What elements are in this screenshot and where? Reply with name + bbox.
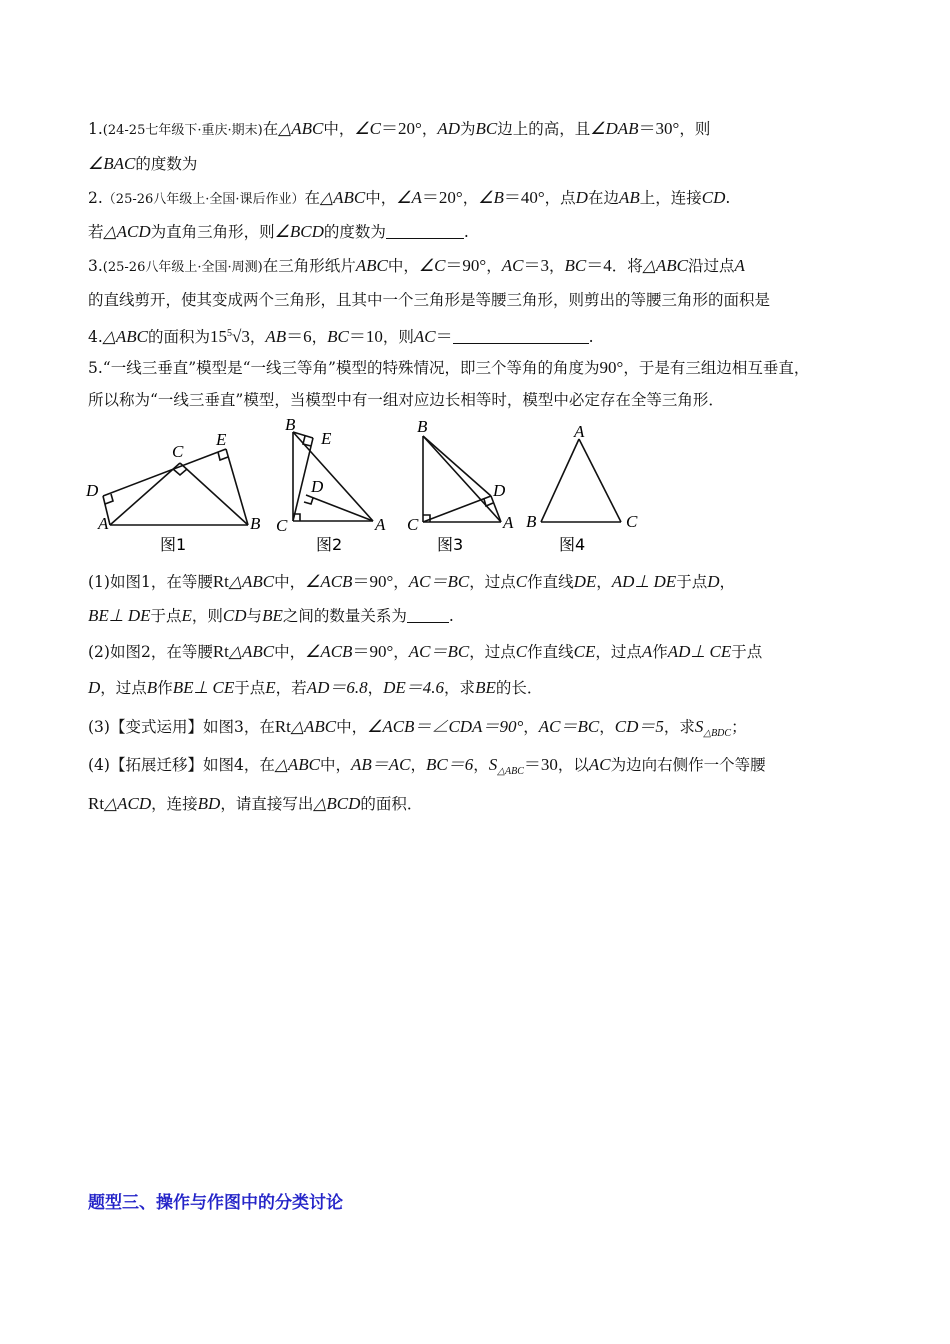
question-number: 4. [88, 328, 103, 346]
math: △BCD [313, 794, 361, 813]
text: ， [548, 257, 565, 275]
fig4-segment-ab [541, 439, 579, 522]
q5-p2-line1 [88, 642, 868, 662]
fig1-segment-cb [180, 463, 248, 525]
q2-line1 [88, 188, 868, 210]
figure-3 [423, 436, 501, 522]
fig1-caption: 图1 [160, 535, 187, 554]
answer-blank [407, 608, 449, 623]
math: △ABC [228, 642, 275, 661]
text: ，连接 [151, 795, 198, 813]
text: 的度数为 [135, 155, 198, 173]
text: ， [311, 328, 328, 346]
question-number: 2. [88, 189, 103, 207]
q5-p3 [88, 717, 868, 744]
q5-line1 [88, 358, 868, 378]
math: ∠ACB [305, 642, 353, 661]
math: BC [327, 327, 349, 346]
fig1-right-angle-c [173, 469, 187, 475]
math: AD⊥ CE [667, 642, 732, 661]
math-subscript: △BDC [703, 728, 732, 739]
math: AC [413, 327, 436, 346]
math: AC＝BC [538, 717, 600, 736]
math: ∠ACB＝∠CDA＝90° [367, 717, 524, 736]
math: AB [265, 327, 287, 346]
math: △ABC [278, 119, 324, 138]
math: CD [222, 606, 247, 625]
math: BE⊥ DE [88, 606, 151, 625]
text: 的长． [495, 679, 543, 697]
text: ，求 [663, 718, 695, 736]
text: 的度数为 [323, 223, 386, 241]
math: DE [573, 572, 597, 591]
fig4-label-b: B [526, 512, 537, 531]
math: DE＝4.6 [383, 678, 445, 697]
text: ，则 [679, 120, 711, 138]
math: ＝10 [348, 327, 383, 346]
math: △ABC [274, 755, 321, 774]
text: ， [249, 328, 266, 346]
math: D [707, 572, 720, 591]
fig3-segment-ba [423, 436, 501, 522]
text: (3)【变式运用】如图3，在 [88, 718, 275, 736]
text: ，请直接写出 [220, 795, 314, 813]
text: 于点 [150, 607, 182, 625]
math: △ABC [290, 717, 337, 736]
text: ， [719, 573, 735, 591]
text: 于点 [676, 573, 708, 591]
fig2-segment-ba [293, 432, 373, 521]
math: △ACD [103, 222, 151, 241]
math: Rt [274, 717, 291, 736]
math: AC [501, 256, 524, 275]
text: 的面积为 [147, 328, 210, 346]
math: BE [475, 678, 496, 697]
text: ， [596, 573, 612, 591]
math: BC [564, 256, 587, 275]
text: 作 [157, 679, 173, 697]
text: (4)【拓展迁移】如图4，在 [88, 756, 275, 774]
section-heading: 题型三、操作与作图中的分类讨论 [88, 1193, 343, 1213]
fig1-label-d: D [86, 481, 99, 500]
text: . [725, 189, 731, 207]
text: 之间的数量关系为 [282, 607, 407, 625]
fig2-right-angle-d [304, 498, 313, 504]
text: 作直线 [527, 573, 574, 591]
math: ABC [355, 256, 388, 275]
q5-line2 [88, 390, 868, 410]
figure-2 [293, 432, 373, 521]
q4-line [88, 324, 868, 347]
math: BE [262, 606, 283, 625]
math: C [515, 642, 528, 661]
math: B [146, 678, 158, 697]
math: ＝20° [381, 119, 422, 138]
text: ，以 [557, 756, 589, 774]
fig2-label-a: A [375, 515, 386, 534]
fig3-caption: 图3 [437, 535, 464, 554]
math: S [488, 755, 498, 774]
text: 在边 [587, 189, 619, 207]
math: ∠BCD [274, 222, 324, 241]
text: ．将 [611, 257, 643, 275]
text: . [588, 328, 594, 346]
math: △ABC [642, 256, 688, 275]
fig2-segment-ad [306, 495, 373, 521]
q2-line2 [88, 222, 868, 242]
math: AD [437, 119, 460, 138]
math: ∠ACB [305, 572, 353, 591]
text: ，则 [382, 328, 414, 346]
text: 作直线 [527, 643, 574, 661]
math: ＝90° [445, 256, 487, 275]
math: △ACD [104, 794, 152, 813]
text: ， [393, 643, 409, 661]
text: 的面积． [360, 795, 423, 813]
math: A [641, 642, 653, 661]
fig1-segment-be [226, 449, 248, 525]
fig2-label-d: D [311, 477, 324, 496]
math-subscript: △ABC [497, 766, 524, 777]
math: E [181, 606, 192, 625]
math: ∠B [478, 188, 504, 207]
q1-line1 [88, 119, 868, 141]
text: 在 [304, 189, 321, 207]
fig2-label-b: B [285, 415, 296, 434]
fig3-label-d: D [493, 481, 506, 500]
text: 在三角形纸片 [262, 257, 356, 275]
math: CD＝5 [614, 717, 664, 736]
math: ∠DAB [590, 119, 639, 138]
math: ＝90° [352, 572, 394, 591]
q5-p4-line1 [88, 755, 868, 782]
math: Rt [212, 572, 229, 591]
q3-line2 [88, 290, 868, 310]
fig1-segment-ac [110, 463, 180, 525]
math: AB＝AC [351, 755, 411, 774]
fig1-label-b: B [250, 514, 261, 533]
math: △ABC [228, 572, 275, 591]
text: 边上的高，且 [497, 120, 591, 138]
math: ∠C [418, 256, 446, 275]
text: 若 [88, 223, 104, 241]
math: BC＝6 [426, 755, 474, 774]
fig4-label-a: A [574, 422, 585, 441]
figures [80, 414, 680, 564]
text: ， [421, 120, 438, 138]
q1-line2 [88, 154, 868, 174]
text: 为直角三角形，则 [150, 223, 275, 241]
figure-4 [541, 439, 621, 522]
text: 中， [336, 718, 368, 736]
math: D [575, 188, 588, 207]
math: AD＝6.8 [306, 678, 368, 697]
text: 为边向右侧作一个等腰 [610, 756, 766, 774]
math: Rt [88, 794, 105, 813]
question-number: 3. [88, 257, 103, 275]
math: ＝20° [421, 188, 463, 207]
math: △ABC [320, 188, 366, 207]
text: 中， [387, 257, 419, 275]
text: 于点 [234, 679, 266, 697]
q5-p1-line2 [88, 606, 868, 626]
text: ，过点 [100, 679, 147, 697]
math: 15 [210, 327, 227, 346]
question-source: (25-26八年级上·全国·周测) [102, 260, 263, 275]
answer-blank [386, 224, 464, 239]
answer-blank [453, 329, 589, 344]
text: ， [473, 756, 489, 774]
math: △ABC [102, 327, 148, 346]
text: 中， [365, 189, 397, 207]
q5-p4-line2 [88, 794, 868, 814]
fig2-label-e: E [321, 429, 332, 448]
math: BD [197, 794, 221, 813]
text: ； [731, 718, 747, 736]
fig4-caption: 图4 [559, 535, 586, 554]
text: 于点 [731, 643, 763, 661]
text: (2)如图2，在等腰 [88, 643, 213, 661]
text: ，于是有三组边相互垂直， [623, 359, 810, 377]
text: 所以称为“一线三垂直”模型，当模型中有一组对应边长相等时，模型中必定存在全等三角形． [88, 391, 724, 409]
math: ＝6 [286, 327, 312, 346]
text: 中， [274, 573, 306, 591]
fig2-caption: 图2 [316, 535, 343, 554]
text: 作 [652, 643, 668, 661]
math: ∠C [354, 119, 381, 138]
text: (1)如图1，在等腰 [88, 573, 213, 591]
math: A [734, 256, 745, 275]
math: ∠A [396, 188, 422, 207]
math: AD⊥ DE [611, 572, 677, 591]
q3-line1 [88, 256, 868, 278]
fig2-line-ce [293, 438, 313, 521]
question-source: (24-25七年级下·重庆·期末) [102, 123, 263, 138]
fig3-label-c: C [407, 515, 419, 534]
fig1-label-e: E [216, 430, 227, 449]
text: 与 [246, 607, 263, 625]
math: ＝40° [503, 188, 545, 207]
math: CD [701, 188, 726, 207]
fig4-segment-ac [579, 439, 621, 522]
text: . [463, 223, 469, 241]
fig2-label-c: C [276, 516, 288, 535]
math: ＝30° [638, 119, 680, 138]
text: ，过点 [595, 643, 642, 661]
math: ＝3 [523, 256, 549, 275]
text: 为 [460, 120, 476, 138]
text: ， [393, 573, 409, 591]
math: BE⊥ CE [172, 678, 235, 697]
fig3-label-a: A [503, 513, 514, 532]
math: D [88, 678, 101, 697]
text: ，过点 [469, 573, 516, 591]
math: ＝30 [523, 755, 558, 774]
text: ，点 [544, 189, 576, 207]
math: C [515, 572, 528, 591]
text: ，过点 [469, 643, 516, 661]
math: ∠BAC [88, 154, 136, 173]
math: ＝ [435, 327, 453, 346]
text: ， [462, 189, 479, 207]
text: . [448, 607, 454, 625]
fig3-segment-bd [423, 436, 491, 496]
text: ， [599, 718, 615, 736]
text: ， [367, 679, 384, 697]
q5-p2-line2 [88, 678, 868, 698]
fig1-label-c: C [172, 442, 184, 461]
radical-index: 5 [227, 328, 232, 339]
math: 90° [599, 358, 624, 377]
math: AC＝BC [408, 642, 470, 661]
text: ， [486, 257, 502, 275]
text: 中， [323, 120, 355, 138]
math: AB [618, 188, 640, 207]
text: 在 [262, 120, 279, 138]
math: ＝90° [352, 642, 394, 661]
question-source: （25-26八年级上·全国·课后作业） [102, 192, 305, 207]
fig1-label-a: A [98, 514, 109, 533]
question-number: 1. [88, 120, 103, 138]
fig3-segment-cd [423, 496, 491, 522]
math: √3 [232, 327, 250, 346]
text: 中， [274, 643, 306, 661]
text: ，则 [191, 607, 223, 625]
math: E [265, 678, 276, 697]
text: 5.“一线三垂直”模型是“一线三等角”模型的特殊情况，即三个等角的角度为 [88, 359, 600, 377]
math: S [694, 717, 704, 736]
fig4-label-c: C [626, 512, 638, 531]
fig3-right-angle-d [484, 499, 493, 506]
math: Rt [212, 642, 229, 661]
text: ， [410, 756, 427, 774]
fig3-label-b: B [417, 417, 428, 436]
math: CE [573, 642, 596, 661]
text: 中， [320, 756, 352, 774]
math: ＝4 [586, 256, 612, 275]
text: 沿过点 [687, 257, 735, 275]
math: BC [475, 119, 498, 138]
text: 的直线剪开，使其变成两个三角形，且其中一个三角形是等腰三角形，则剪出的等腰三角形的面积是 [88, 291, 771, 309]
text: ，若 [275, 679, 307, 697]
text: ，求 [444, 679, 476, 697]
math: AC [588, 755, 611, 774]
text: ， [523, 718, 539, 736]
q5-p1-line1 [88, 572, 868, 592]
math: AC＝BC [408, 572, 470, 591]
text: 上，连接 [639, 189, 702, 207]
